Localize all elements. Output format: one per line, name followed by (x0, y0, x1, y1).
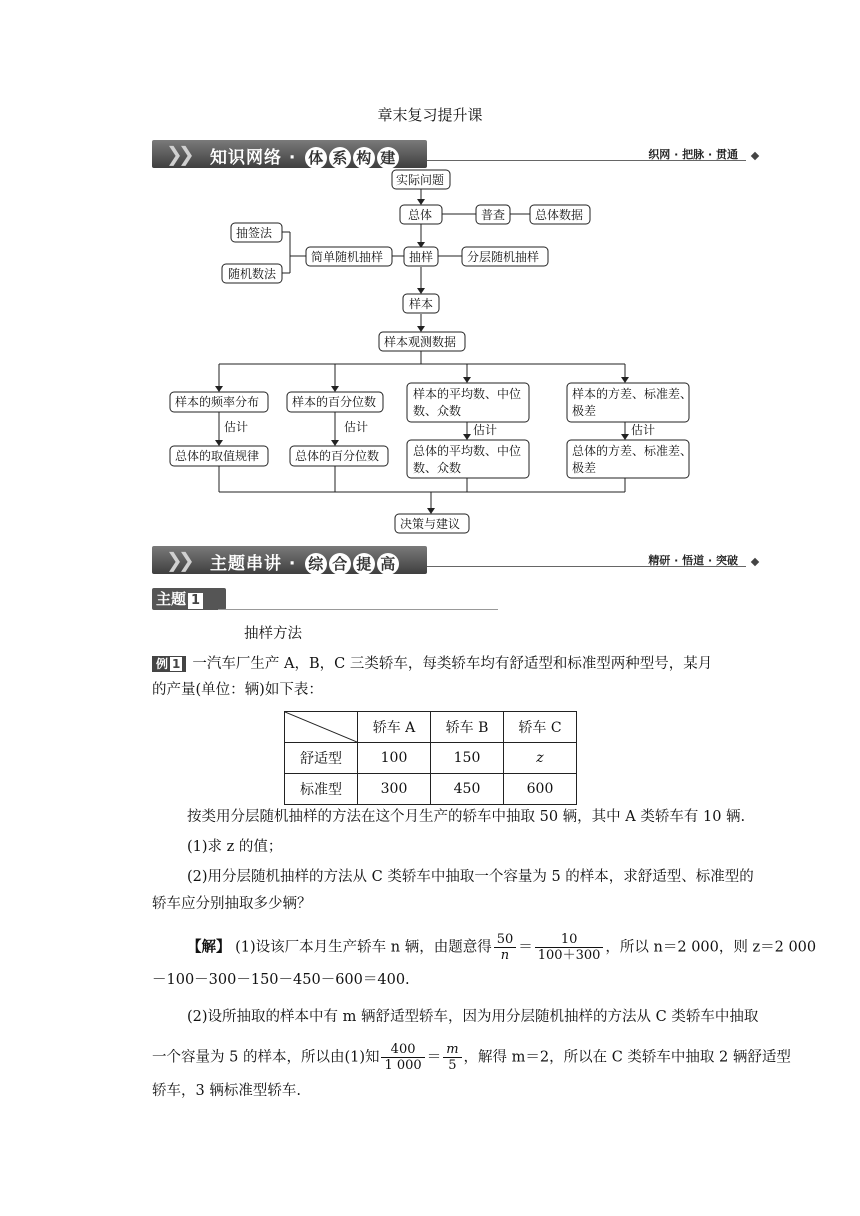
question-2: (2)用分层随机抽样的方法从 C 类轿车中抽取一个容量为 5 的样本，求舒适型、标准型的 (187, 869, 754, 885)
section-banner-topic-review (152, 546, 760, 574)
table-header-cell: 轿车 A (358, 712, 431, 743)
solution-line-5: 轿车，3 辆标准型轿车. (152, 1083, 301, 1099)
example-text: 一汽车厂生产 A，B，C 三类轿车，每类轿车均有舒适型和标准型两种型号，某月 (192, 656, 713, 672)
table-cell: z (504, 743, 577, 774)
chevron-right-icon: ❯ (178, 548, 195, 572)
table-header-cell: 轿车 C (504, 712, 577, 743)
diamond-icon (751, 558, 759, 566)
node-sample-percentile: 样本的百分位数 (292, 395, 377, 409)
table-cell: 150 (431, 743, 504, 774)
node-population-data: 总体数据 (535, 208, 584, 222)
node-decision: 决策与建议 (400, 517, 461, 531)
solution-text: (1)设该厂本月生产轿车 n 辆，由题意得 (235, 939, 492, 956)
topic-number: 1 (188, 593, 203, 609)
solution-tag: 【解】 (187, 938, 231, 956)
solution-line-3: (2)设所抽取的样本中有 m 辆舒适型轿车，因为用分层随机抽样的方法从 C 类轿车中抽取 (187, 1009, 759, 1025)
banner-label: 主题串讲 (210, 554, 282, 574)
banner-subtitle: 织网 · 把脉 · 贯通 (648, 148, 738, 161)
solution-text: ，所以 n＝2 000，则 z＝2 000 (605, 939, 817, 956)
node-sample-frequency: 样本的频率分布 (175, 395, 260, 409)
node-sample-variance: 样本的方差、标准差、 (572, 387, 693, 401)
diagonal-line (285, 712, 357, 742)
banner-label: 知识网络 (210, 148, 282, 168)
label-estimate: 估计 (344, 420, 369, 434)
banner-highlight-char: 综 (305, 553, 327, 575)
label-estimate: 估计 (224, 420, 249, 434)
chevron-right-icon: ❯ (178, 142, 195, 166)
solution-line-2: －100－300－150－450－600＝400. (152, 972, 410, 988)
node-population-mean-2: 数、众数 (413, 461, 462, 475)
banner-highlight-char: 提 (353, 553, 375, 575)
table-row-label: 标准型 (285, 774, 358, 805)
banner-highlight-char: 合 (329, 553, 351, 575)
node-random-number: 随机数法 (228, 267, 277, 281)
fraction: $\frac{m}{5}$ (443, 1042, 461, 1073)
table-cell: 600 (504, 774, 577, 805)
fraction: $\frac{50}{n}$ (494, 932, 517, 963)
node-population-variance: 总体的方差、标准差、 (572, 444, 693, 458)
node-sampling: 抽样 (409, 250, 434, 264)
banner-highlight-char: 建 (377, 147, 399, 169)
table-row (285, 774, 577, 805)
table-cell: 100 (358, 743, 431, 774)
topic-rule (218, 609, 498, 610)
example-line-2: 的产量(单位：辆)如下表： (152, 682, 323, 698)
table-corner-cell (285, 712, 358, 743)
example-tag: 例 1 (152, 656, 186, 672)
table-row (285, 743, 577, 774)
topic-name: 抽样方法 (244, 626, 302, 642)
node-population-distribution: 总体的取值规律 (175, 449, 260, 463)
banner-dot: · (288, 148, 297, 168)
table-header-row (285, 712, 577, 743)
node-population-mean: 总体的平均数、中位 (413, 444, 522, 458)
table-header-cell: 轿车 B (431, 712, 504, 743)
solution-line-1 (187, 932, 816, 963)
node-census: 普查 (481, 208, 506, 222)
table-row-label: 舒适型 (285, 743, 358, 774)
label-estimate: 估计 (631, 423, 656, 437)
node-sample-mean-2: 数、众数 (413, 404, 462, 418)
node-sample-mean: 样本的平均数、中位 (413, 387, 522, 401)
question-2-cont: 轿车应分别抽取多少辆？ (152, 896, 312, 912)
node-sample-observations: 样本观测数据 (384, 335, 457, 349)
fraction: $\frac{10}{100+300}$ (535, 932, 604, 963)
node-sample-variance-2: 极差 (572, 404, 597, 418)
node-population-percentile: 总体的百分位数 (295, 449, 380, 463)
question-1: (1)求 z 的值； (187, 839, 283, 855)
chevron-right-icon: ❯ (166, 142, 183, 166)
banner-highlight-char: 构 (353, 147, 375, 169)
table-cell: 450 (431, 774, 504, 805)
solution-line-4: 一个容量为 5 的样本，所以由(1)知 $\frac{400}{1 000}$ ＝ $\frac{m}{5}$ ，解得 m＝2，所以在 C 类轿车中抽取 2 辆舒适型 (152, 1042, 791, 1073)
node-sample: 样本 (409, 297, 434, 311)
banner-highlight-char: 高 (377, 553, 399, 575)
label-estimate: 估计 (473, 423, 498, 437)
node-lottery: 抽签法 (236, 226, 273, 240)
chevron-right-icon: ❯ (166, 548, 183, 572)
banner-highlight-char: 系 (329, 147, 351, 169)
node-stratified-sampling: 分层随机抽样 (467, 250, 540, 264)
node-simple-random-sampling: 简单随机抽样 (311, 250, 384, 264)
node-actual-problem: 实际问题 (396, 173, 445, 187)
node-population: 总体 (408, 208, 433, 222)
topic-label: 主题 (156, 590, 187, 608)
equals-sign: ＝ (426, 1049, 442, 1066)
banner-dot: · (288, 554, 297, 574)
table-cell: 300 (358, 774, 431, 805)
equals-sign: ＝ (518, 939, 533, 956)
node-population-variance-2: 极差 (572, 461, 597, 475)
fraction: $\frac{400}{1 000}$ (381, 1042, 424, 1073)
page-title: 章末复习提升课 (377, 106, 483, 124)
problem-statement: 按类用分层随机抽样的方法在这个月生产的轿车中抽取 50 辆，其中 A 类轿车有 10 辆. (187, 809, 746, 825)
banner-highlight-char: 体 (305, 147, 327, 169)
example-line-1 (152, 653, 712, 675)
banner-subtitle: 精研 · 悟道 · 突破 (648, 554, 738, 567)
production-table (284, 711, 577, 805)
